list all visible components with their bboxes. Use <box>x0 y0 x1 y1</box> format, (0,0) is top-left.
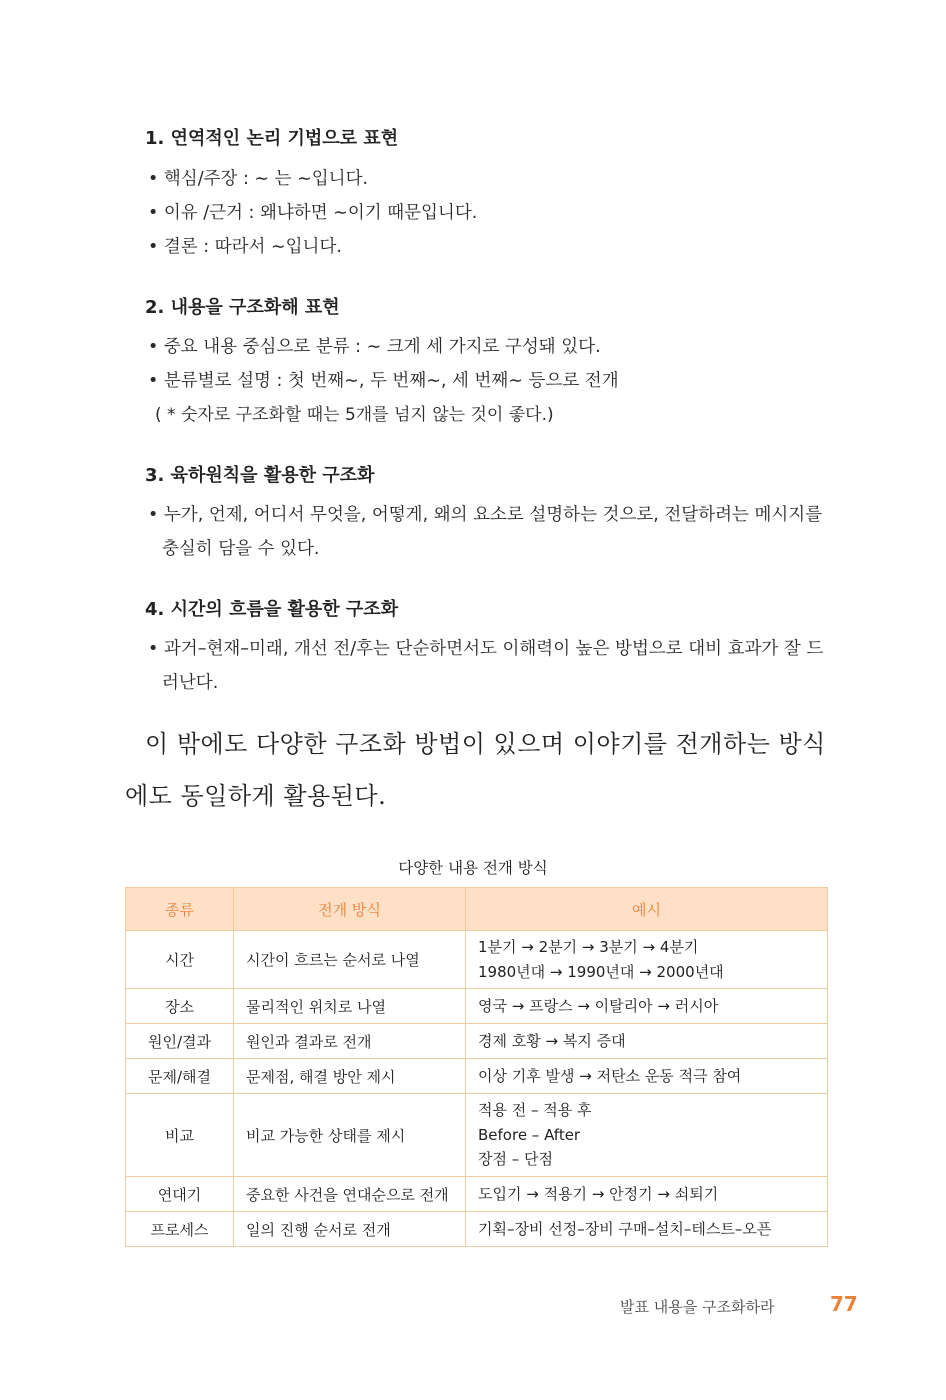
bullet-list-2 <box>148 330 838 398</box>
bullet-item: • 중요 내용 중심으로 분류 : ∼ 크게 세 가지로 구성돼 있다. <box>148 337 601 357</box>
cell-method: 일의 진행 순서로 전개 <box>234 1212 466 1247</box>
running-footer-title: 발표 내용을 구조화하라 <box>620 1298 775 1316</box>
header-method: 전개 방식 <box>234 888 466 931</box>
table-row <box>126 931 828 989</box>
bullet-list-1 <box>148 162 838 264</box>
section-title-2: 2. 내용을 구조화해 표현 <box>145 297 340 318</box>
cell-example <box>466 1212 828 1247</box>
cell-method: 중요한 사건을 연대순으로 전개 <box>234 1177 466 1212</box>
note-text: ( * 숫자로 구조화할 때는 5개를 넘지 않는 것이 좋다.) <box>155 405 554 425</box>
table-row <box>126 1212 828 1247</box>
cell-kind: 시간 <box>126 931 234 989</box>
table-header-row <box>126 888 828 931</box>
body-paragraph: 이 밖에도 다양한 구조화 방법이 있으며 이야기를 전개하는 방식에도 동일하게 활용된다. <box>125 730 826 810</box>
cell-example <box>466 989 828 1024</box>
table-row <box>126 1094 828 1177</box>
cell-kind: 비교 <box>126 1094 234 1177</box>
bullet-item: • 누가, 언제, 어디서 무엇을, 어떻게, 왜의 요소로 설명하는 것으로, 전달하려는 메시지를 충실히 담을 수 있다. <box>148 505 823 559</box>
table-row <box>126 1177 828 1212</box>
cell-kind: 장소 <box>126 989 234 1024</box>
content-methods-table <box>125 887 828 1247</box>
example-line: 영국 → 프랑스 → 이탈리아 → 러시아 <box>478 996 719 1015</box>
example-line: Before – After <box>478 1125 581 1144</box>
cell-kind: 프로세스 <box>126 1212 234 1247</box>
example-line: 이상 기후 발생 → 저탄소 운동 적극 참여 <box>478 1066 742 1085</box>
cell-example <box>466 1059 828 1094</box>
bullet-list-3 <box>148 498 838 566</box>
cell-method: 비교 가능한 상태를 제시 <box>234 1094 466 1177</box>
example-line: 도입기 → 적용기 → 안정기 → 쇠퇴기 <box>478 1184 719 1203</box>
cell-method: 문제점, 해결 방안 제시 <box>234 1059 466 1094</box>
header-example: 예시 <box>466 888 828 931</box>
cell-method: 물리적인 위치로 나열 <box>234 989 466 1024</box>
cell-kind: 문제/해결 <box>126 1059 234 1094</box>
bullet-item: • 결론 : 따라서 ∼입니다. <box>148 237 342 257</box>
cell-kind: 원인/결과 <box>126 1024 234 1059</box>
cell-example <box>466 931 828 989</box>
example-line: 경제 호황 → 복지 증대 <box>478 1031 626 1050</box>
page-number: 77 <box>830 1292 858 1316</box>
section-title-3: 3. 육하원칙을 활용한 구조화 <box>145 465 375 486</box>
cell-example <box>466 1177 828 1212</box>
table-row <box>126 1024 828 1059</box>
cell-example <box>466 1094 828 1177</box>
cell-example <box>466 1024 828 1059</box>
cell-method: 원인과 결과로 전개 <box>234 1024 466 1059</box>
section-title-4: 4. 시간의 흐름을 활용한 구조화 <box>145 599 399 620</box>
header-kind: 종류 <box>126 888 234 931</box>
example-line: 적용 전 – 적용 후 <box>478 1101 592 1120</box>
section-title-1: 1. 연역적인 논리 기법으로 표현 <box>145 128 399 149</box>
table-row <box>126 989 828 1024</box>
bullet-item: • 분류별로 설명 : 첫 번째∼, 두 번째∼, 세 번째∼ 등으로 전개 <box>148 371 619 391</box>
bullet-list-4 <box>148 632 838 700</box>
example-line: 1980년대 → 1990년대 → 2000년대 <box>478 962 724 981</box>
table-caption: 다양한 내용 전개 방식 <box>398 859 548 877</box>
cell-kind: 연대기 <box>126 1177 234 1212</box>
example-line: 1분기 → 2분기 → 3분기 → 4분기 <box>478 938 699 956</box>
bullet-item: • 과거–현재–미래, 개선 전/후는 단순하면서도 이해력이 높은 방법으로 대비 효과가 잘 드러난다. <box>148 639 824 693</box>
table-row <box>126 1059 828 1094</box>
bullet-item: • 핵심/주장 : ∼ 는 ∼입니다. <box>148 169 369 189</box>
cell-method: 시간이 흐르는 순서로 나열 <box>234 931 466 989</box>
example-line: 장점 – 단점 <box>478 1150 553 1169</box>
bullet-item: • 이유 /근거 : 왜냐하면 ∼이기 때문입니다. <box>148 203 478 223</box>
example-line: 기획–장비 선정–장비 구매–설치–테스트–오픈 <box>478 1219 772 1238</box>
